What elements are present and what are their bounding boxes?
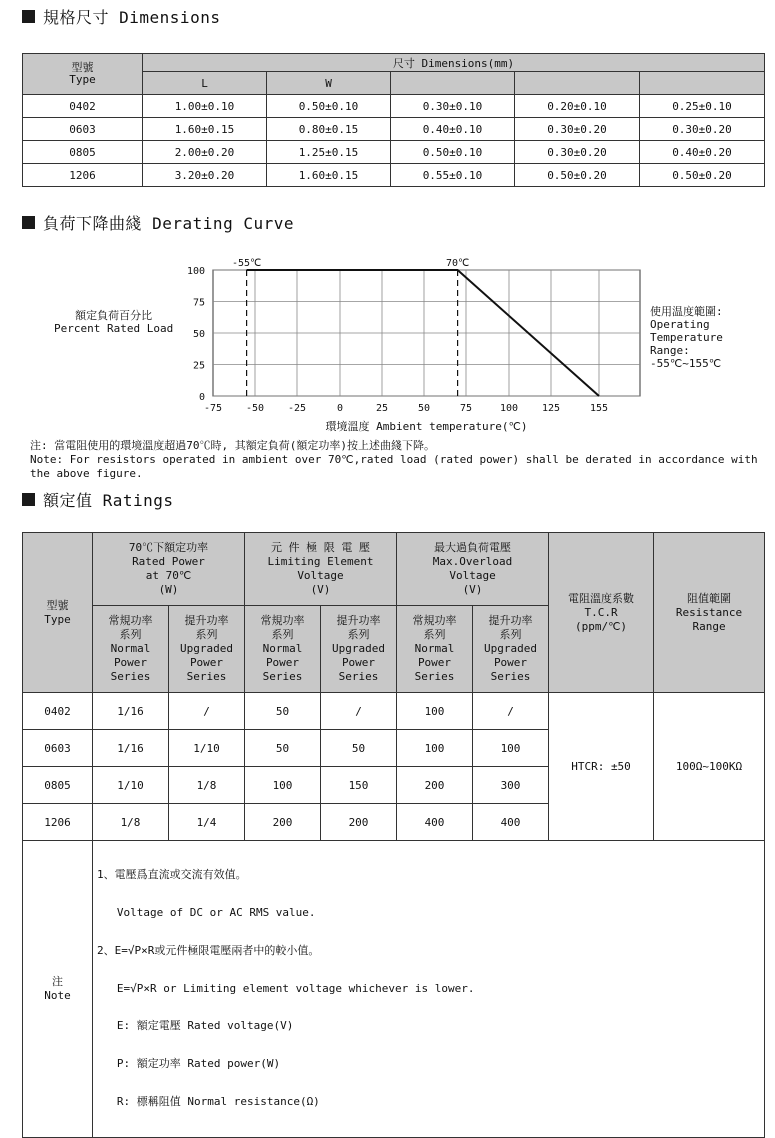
square-bullet-icon	[22, 216, 35, 229]
y-tick-label: 25	[192, 360, 205, 372]
table-cell: 0.50±0.10	[391, 141, 515, 164]
header-line: Normal	[262, 642, 303, 655]
header-line: Power	[417, 656, 452, 669]
table-cell: 100	[397, 693, 473, 730]
table-cell: 100	[397, 730, 473, 767]
x-tick-label: -75	[203, 403, 223, 414]
header-line: 系列	[195, 628, 218, 641]
table-cell: 1206	[23, 804, 93, 841]
table-row	[23, 841, 765, 1138]
table-cell: /	[321, 693, 397, 730]
header-line: Power	[493, 656, 528, 669]
header-line: Voltage	[449, 569, 496, 582]
square-bullet-icon	[22, 10, 35, 23]
table-cell: 200	[245, 804, 321, 841]
table-row	[23, 141, 765, 164]
header-line: (V)	[462, 583, 483, 596]
derating-chart-svg	[0, 250, 775, 440]
table-cell: 100	[473, 730, 549, 767]
table-cell: 0.50±0.20	[640, 164, 765, 187]
header-line: 最大過負荷電壓	[434, 541, 511, 554]
y-tick-label: 75	[192, 297, 205, 309]
rat-type-header-cn: 型號	[46, 598, 69, 612]
table-cell: 400	[397, 804, 473, 841]
table-row	[23, 164, 765, 187]
note-line: E=√P×R or Limiting element voltage whichever is lower.	[97, 981, 475, 995]
table-cell: 0.55±0.10	[391, 164, 515, 187]
ratings-table	[22, 532, 765, 1138]
note-line: Voltage of DC or AC RMS value.	[97, 905, 316, 919]
header-line: (ppm/℃)	[574, 619, 628, 633]
header-line: 提升功率	[488, 614, 533, 627]
derating-note-en-1: Note: For resistors operated in ambient over 70℃,rated load (rated power) shall be derated in accordance with	[30, 453, 758, 466]
table-cell: /	[473, 693, 549, 730]
table-cell: 1206	[23, 164, 143, 187]
table-cell: 3.20±0.20	[143, 164, 267, 187]
rat-type-header-en: Type	[44, 612, 71, 626]
header-line: Series	[414, 670, 455, 683]
table-cell: 0402	[23, 693, 93, 730]
header-line: 元 件 極 限 電 壓	[270, 541, 371, 554]
table-cell: 0.25±0.10	[640, 95, 765, 118]
x-tick-label: 25	[375, 403, 389, 414]
header-line: 提升功率	[336, 614, 381, 627]
sub-upgraded-overload	[473, 606, 549, 693]
header-line: 系列	[271, 628, 294, 641]
table-cell: 400	[473, 804, 549, 841]
dimensions-title-text: 規格尺寸 Dimensions	[43, 7, 221, 27]
header-line: Normal	[414, 642, 455, 655]
header-line: 常規功率	[108, 614, 153, 627]
header-line: T.C.R	[584, 605, 618, 619]
table-cell: 0.50±0.20	[515, 164, 640, 187]
annotation-label: -55℃	[231, 258, 262, 269]
derating-chart	[0, 250, 775, 440]
table-cell: 0.40±0.20	[640, 141, 765, 164]
derating-note-cn: 注: 當電阻使用的環境溫度超過70℃時, 其額定負荷(額定功率)按上述曲綫下降。	[30, 439, 435, 452]
range-label-line: Operating	[650, 318, 710, 331]
sub-upgraded-power	[169, 606, 245, 693]
header-line: Series	[262, 670, 303, 683]
rat-tcr-header	[549, 533, 654, 693]
header-line: 常規功率	[260, 614, 305, 627]
header-line: Series	[186, 670, 227, 683]
dim-type-header	[23, 54, 143, 95]
table-cell: 0603	[23, 730, 93, 767]
rat-range-header	[654, 533, 765, 693]
notes-content	[93, 841, 765, 1138]
table-cell: 0.40±0.10	[391, 118, 515, 141]
table-cell: 0603	[23, 118, 143, 141]
note-line: 1、電壓爲直流或交流有效值。	[97, 868, 247, 882]
table-cell: 0.30±0.20	[640, 118, 765, 141]
table-cell: 200	[397, 767, 473, 804]
header-line: Series	[490, 670, 531, 683]
square-bullet-icon	[22, 493, 35, 506]
header-line: Upgraded	[180, 642, 233, 655]
header-line: Power	[113, 656, 148, 669]
x-tick-label: -25	[287, 403, 307, 414]
table-cell: 1.00±0.10	[143, 95, 267, 118]
header-line: Max.Overload	[432, 555, 513, 568]
derating-note-en-2: the above figure.	[30, 467, 143, 480]
header-line: Range	[692, 619, 726, 633]
tcr-value: HTCR: ±50	[549, 693, 654, 841]
x-axis-label: 環境溫度 Ambient temperature(℃)	[325, 420, 528, 433]
x-tick-label: 75	[459, 403, 473, 414]
table-cell: 0.20±0.10	[515, 95, 640, 118]
table-cell: 1/8	[169, 767, 245, 804]
table-cell: 0.50±0.10	[267, 95, 391, 118]
dim-col-w: W	[267, 72, 391, 95]
rat-type-header	[23, 533, 93, 693]
header-line: Voltage	[297, 569, 344, 582]
table-cell: 1/10	[93, 767, 169, 804]
y-axis-label-cn: 額定負荷百分比	[75, 309, 153, 322]
dim-col-l: L	[143, 72, 267, 95]
derating-title-text: 負荷下降曲綫 Derating Curve	[43, 213, 294, 233]
range-label-value: -55℃~155℃	[650, 357, 722, 370]
y-tick-label: 100	[186, 266, 205, 277]
table-cell: 200	[321, 804, 397, 841]
header-line: Series	[110, 670, 151, 683]
rat-overload-header	[397, 533, 549, 606]
dimensions-table	[22, 53, 765, 187]
header-line: 系列	[119, 628, 142, 641]
range-label-line: Range:	[650, 344, 690, 357]
rat-voltage-header	[245, 533, 397, 606]
header-line: 系列	[347, 628, 370, 641]
table-row	[23, 693, 765, 730]
header-line: 阻值範圍	[687, 591, 732, 605]
table-cell: 0.80±0.15	[267, 118, 391, 141]
note-header-en: Note	[44, 988, 71, 1002]
header-line: Upgraded	[484, 642, 537, 655]
table-row	[23, 118, 765, 141]
derating-section-title	[22, 211, 294, 233]
table-cell: 0402	[23, 95, 143, 118]
header-line: Resistance	[675, 605, 743, 619]
table-cell: 1.60±0.15	[267, 164, 391, 187]
table-cell: 0.30±0.10	[391, 95, 515, 118]
sub-normal-overload	[397, 606, 473, 693]
note-line: R: 標稱阻值 Normal resistance(Ω)	[97, 1094, 320, 1108]
note-line: 2、E=√P×R或元件極限電壓兩者中的較小值。	[97, 943, 320, 957]
x-tick-label: 155	[589, 403, 609, 414]
dim-col-5	[640, 72, 765, 95]
table-cell: 2.00±0.20	[143, 141, 267, 164]
table-row	[23, 95, 765, 118]
header-line: Power	[189, 656, 224, 669]
rat-power-header	[93, 533, 245, 606]
table-cell: 300	[473, 767, 549, 804]
resistance-range-value: 100Ω~100KΩ	[654, 693, 765, 841]
header-line: Series	[338, 670, 379, 683]
sub-upgraded-voltage	[321, 606, 397, 693]
header-line: 系列	[423, 628, 446, 641]
table-cell: 0805	[23, 767, 93, 804]
table-cell: 1/16	[93, 693, 169, 730]
dim-type-header-en: Type	[69, 73, 96, 86]
header-line: Limiting Element	[267, 555, 374, 568]
note-header-cn: 注	[52, 974, 63, 988]
table-cell: 1.60±0.15	[143, 118, 267, 141]
header-line: 系列	[499, 628, 522, 641]
dim-group-header: 尺寸 Dimensions(mm)	[143, 54, 765, 72]
x-tick-label: -50	[245, 403, 265, 414]
x-tick-label: 100	[499, 403, 519, 414]
header-line: 70℃下額定功率	[128, 541, 209, 554]
table-cell: 150	[321, 767, 397, 804]
y-tick-label: 50	[192, 329, 205, 340]
table-cell: 0.30±0.20	[515, 118, 640, 141]
y-axis-label-en: Percent Rated Load	[54, 322, 174, 335]
header-line: (W)	[158, 583, 179, 596]
header-line: Normal	[110, 642, 151, 655]
note-line: E: 額定電壓 Rated voltage(V)	[97, 1019, 294, 1033]
dim-col-4	[515, 72, 640, 95]
header-line: 常規功率	[412, 614, 457, 627]
header-line: Power	[265, 656, 300, 669]
table-cell: 50	[321, 730, 397, 767]
dimensions-section-title	[22, 5, 220, 27]
sub-normal-voltage	[245, 606, 321, 693]
header-line: 提升功率	[184, 614, 229, 627]
y-tick-label: 0	[198, 392, 205, 403]
table-cell: 50	[245, 693, 321, 730]
header-line: at 70℃	[145, 569, 192, 582]
table-cell: 1/16	[93, 730, 169, 767]
header-line: Rated Power	[132, 555, 205, 568]
sub-normal-power	[93, 606, 169, 693]
header-line: 電阻溫度系數	[568, 591, 635, 605]
range-label-cn: 使用温度範圍:	[650, 305, 723, 318]
table-cell: 1/8	[93, 804, 169, 841]
table-cell: 0805	[23, 141, 143, 164]
header-line: (V)	[310, 583, 331, 596]
dim-col-3	[391, 72, 515, 95]
table-cell: 1.25±0.15	[267, 141, 391, 164]
header-line: Power	[341, 656, 376, 669]
x-tick-label: 0	[336, 403, 344, 414]
note-line: P: 額定功率 Rated power(W)	[97, 1057, 281, 1071]
ratings-title-text: 額定值 Ratings	[43, 490, 174, 510]
table-cell: 0.30±0.20	[515, 141, 640, 164]
table-cell: 50	[245, 730, 321, 767]
table-cell: 100	[245, 767, 321, 804]
note-header	[23, 841, 93, 1138]
range-label-line: Temperature	[650, 331, 723, 344]
annotation-label: 70℃	[445, 258, 470, 269]
ratings-section-title	[22, 488, 174, 510]
x-tick-label: 50	[417, 403, 431, 414]
table-cell: 1/4	[169, 804, 245, 841]
dim-type-header-cn: 型號	[71, 61, 94, 74]
table-cell: /	[169, 693, 245, 730]
header-line: Upgraded	[332, 642, 385, 655]
table-cell: 1/10	[169, 730, 245, 767]
x-tick-label: 125	[541, 403, 561, 414]
